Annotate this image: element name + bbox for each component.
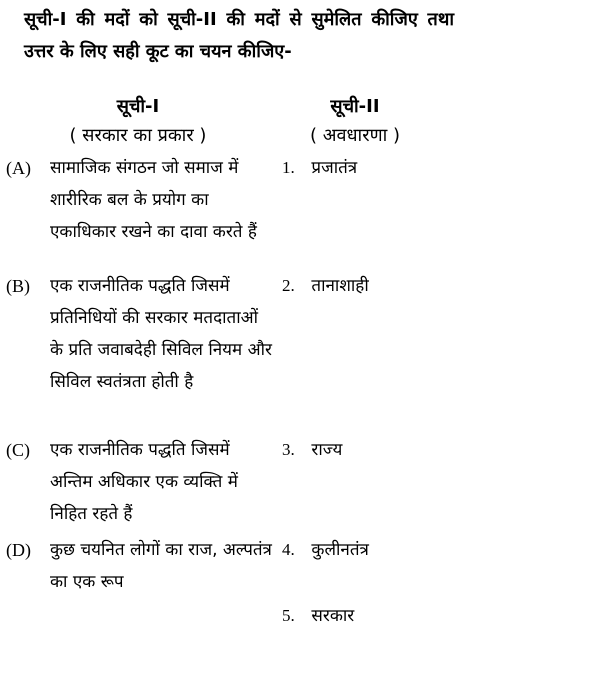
list-one-title: सूची-I: [116, 96, 160, 117]
list-one-item-label: (A): [6, 158, 31, 178]
list-two-item: [282, 600, 442, 632]
list-two-item: [282, 152, 442, 184]
list-one-item-label: (B): [6, 276, 30, 296]
list-two-item-text: तानाशाही: [311, 276, 369, 296]
list-one-item-text: एक राजनीतिक पद्धति जिसमें प्रतिनिधियों की सरकार मतदाताओं के प्रति जवाबदेही सिविल नियम और सिविल स्वतंत्रता होती है: [50, 276, 272, 392]
list-one-item-label: (D): [6, 540, 31, 560]
list-two-item-text: कुलीनतंत्र: [311, 540, 369, 560]
list-two-item-text: प्रजातंत्र: [311, 158, 358, 178]
list-two-item: [282, 270, 442, 302]
list-two-item-number: 1.: [282, 158, 295, 177]
list-two-item-number: 3.: [282, 440, 295, 459]
list-one-item-text: कुछ चयनित लोगों का राज, अल्पतंत्र का एक रूप: [50, 540, 272, 592]
list-one-item-text: सामाजिक संगठन जो समाज में शारीरिक बल के प्रयोग का एकाधिकार रखने का दावा करते हैं: [50, 158, 257, 242]
list-two-item-number: 5.: [282, 606, 295, 625]
list-one-header: [28, 92, 248, 150]
list-one-item-label: (C): [6, 440, 30, 460]
list-two-item-text: सरकार: [311, 606, 355, 626]
question-instruction: सूची-I की मदों को सूची-II की मदों से सुमेलित कीजिए तथा उत्तर के लिए सही कूट का चयन कीजिए-: [24, 9, 454, 62]
list-two-title: सूची-II: [330, 96, 380, 117]
list-two-subtitle: ( अवधारणा ): [309, 125, 401, 146]
list-two-item-text: राज्य: [311, 440, 343, 460]
list-two-item-number: 4.: [282, 540, 295, 559]
list-two-item: [282, 534, 442, 566]
list-two-item-number: 2.: [282, 276, 295, 295]
list-one-subtitle: ( सरकार का प्रकार ): [69, 125, 207, 146]
list-two-item: [282, 434, 442, 466]
list-two-header: [290, 92, 420, 150]
list-one-item-text: एक राजनीतिक पद्धति जिसमें अन्तिम अधिकार एक व्यक्ति में निहित रहते हैं: [50, 440, 238, 524]
